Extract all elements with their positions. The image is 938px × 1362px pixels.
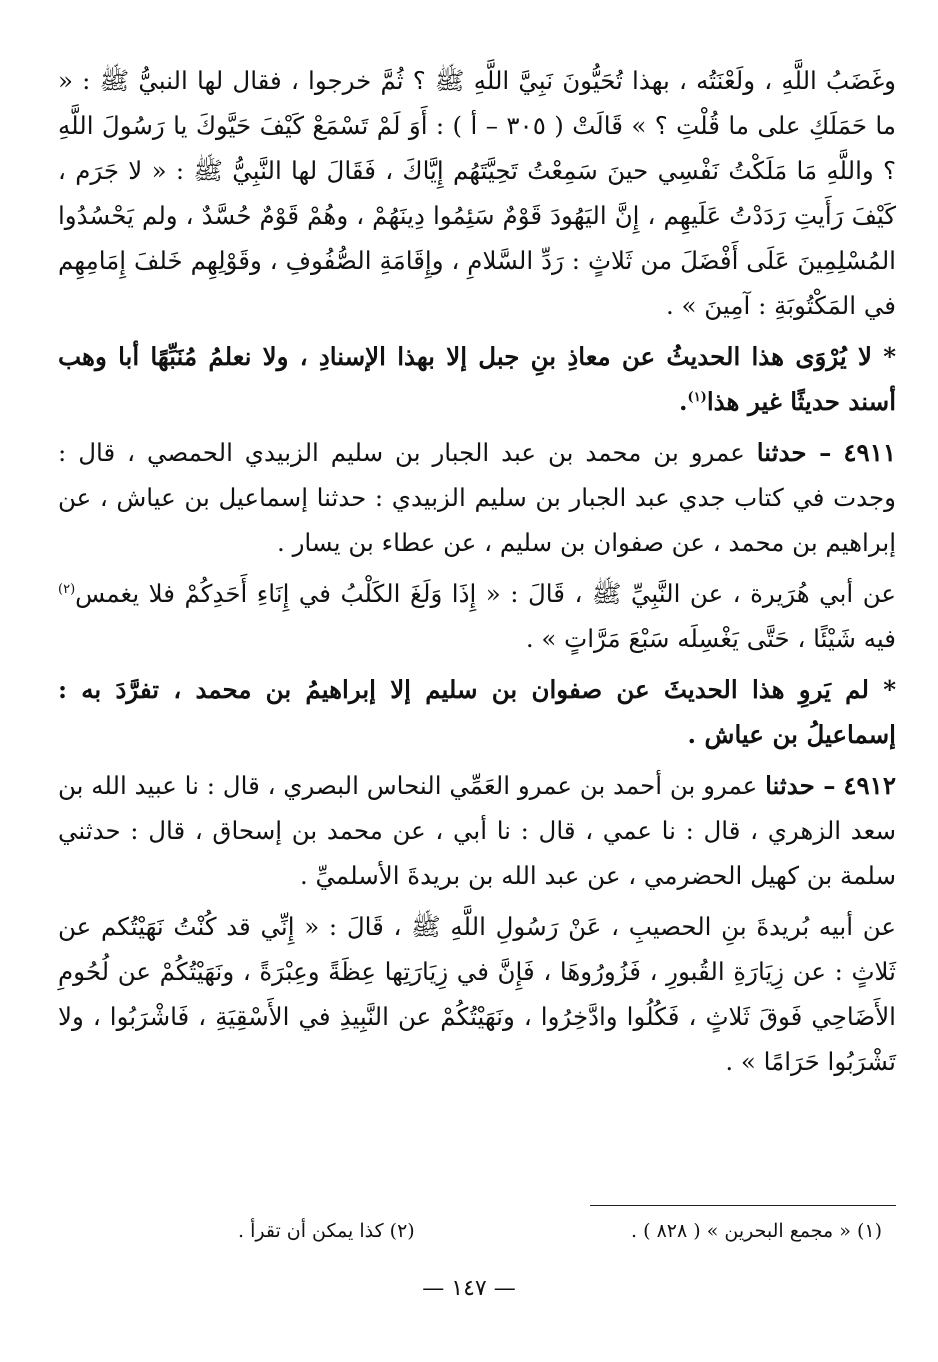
matn-text: عن أبيه بُريدةَ بنِ الحصيبِ ، عَنْ رَسُولِ اللَّهِ ﷺ ، قَالَ : « إِنِّي قد كُنْتُ نَهَيْتُكم عن ثَلاثٍ : عن زِيَارَةِ القُبورِ ، فَزُورُوهَا ، فَإِنَّ في زِيَارَتِها عِظَةً وعِبْرَةً ، ونَهَيْتُكُمْ عن لُحُومِ الأَضَاحِي فَوقَ ثَلاثٍ ، فَكُلُوا وادَّخِرُوا ، ونَهَيْتُكُمْ عن النَّبِيذِ في الأَسْقِيَةِ ، فَاشْرَبُوا ، ولا تَشْرَبُوا حَرَامًا » . (58, 912, 896, 1076)
matn-text-start: عن أبي هُرَيرة ، عن النَّبِيِّ ﷺ ، قَالَ : « إِذَا وَلَغَ الكَلْبُ في إِنَاءِ أَحَدِكُمْ فلا يغمس (75, 579, 896, 608)
hadith-lead: – حدثنا (765, 771, 836, 800)
isnad-text: عمرو بن أحمد بن عمرو العَمِّي النحاس البصري ، قال : نا عبيد الله بن سعد الزهري ، قال : نا عمي ، قال : نا أبي ، عن محمد بن إسحاق ، قال : حدثني سلمة بن كهيل الحضرمي ، عن عبد الله بن بريدةَ الأسلميِّ . (58, 771, 896, 890)
paragraph-hadith-4912 (58, 763, 896, 898)
star-marker: * (883, 342, 896, 371)
paragraph-hadith-4911 (58, 430, 896, 565)
footnote-ref: (٢) (58, 581, 76, 597)
footnote-ref: (١) (687, 389, 707, 405)
page-body (58, 58, 896, 1084)
footnote-1: (١) « مجمع البحرين » ( ٨٢٨ ) . (631, 1220, 882, 1242)
paragraph-commentary (58, 334, 896, 424)
star-marker: * (883, 675, 896, 704)
paragraph-matn (58, 904, 896, 1084)
matn-text-end: فيه شَيْئًا ، حَتَّى يَغْسِلَه سَبْعَ مَرَّاتٍ » . (525, 624, 896, 653)
hadith-number: ٤٩١٢ (843, 771, 896, 800)
paragraph-commentary (58, 667, 896, 757)
footnote-2: (٢) كذا يمكن أن تقرأ . (238, 1220, 415, 1242)
commentary-text: لا يُرْوَى هذا الحديثُ عن معاذِ بنِ جبل إلا بهذا الإسنادِ ، ولا نعلمُ مُنَبِّهًا أبا وهب أسند حديثًا غير هذا (58, 342, 896, 416)
paragraph-matn (58, 571, 896, 661)
hadith-lead: – حدثنا (756, 438, 832, 467)
commentary-text: لم يَروِ هذا الحديثَ عن صفوان بن سليم إلا إبراهيمُ بن محمد ، تفرَّدَ به : إسماعيلُ بن عياش . (58, 675, 896, 749)
hadith-number: ٤٩١١ (843, 438, 897, 467)
paragraph-hadith-text (58, 58, 896, 328)
footnote-divider (590, 1205, 896, 1206)
footnotes (58, 1214, 888, 1248)
page-number: — ١٤٧ — (422, 1276, 516, 1301)
isnad-text: عمرو بن محمد بن عبد الجبار بن سليم الزبيدي الحمصي ، قال : وجدت في كتاب جدي عبد الجبار بن سليم الزبيدي : حدثنا إسماعيل بن عياش ، عن إبراهيم بن محمد ، عن صفوان بن سليم ، عن عطاء بن يسار . (58, 438, 896, 557)
paragraph-text: وغَضَبُ اللَّهِ ، ولَعْنَتُه ، بهذا تُحَيُّونَ نَبِيَّ اللَّهِ ﷺ ؟ ثُمَّ خرجوا ، فقال لها النبيُّ ﷺ : « ما حَمَلَكِ على ما قُلْتِ ؟ » قَالَتْ ( ٣٠٥ – أ ) : أَوَ لَمْ تَسْمَعْ كَيْفَ حَيَّوكَ يا رَسُولَ اللَّهِ ؟ واللَّهِ مَا مَلَكْتُ نَفْسِي حينَ سَمِعْتُ تَحِيَّتَهُم إِيَّاكَ ، فَقَالَ لها النَّبِيُّ ﷺ : « لا جَرَم ، كَيْفَ رَأَيتِ رَدَدْتُ عَلَيهِم ، إِنَّ اليَهُودَ قَوْمٌ سَئِمُوا دِينَهُمْ ، وهُمْ قَوْمٌ حُسَّدٌ ، ولم يَحْسُدُوا المُسْلِمِينَ عَلَى أَفْضَلَ من ثَلاثٍ : رَدِّ السَّلامِ ، وإِقَامَةِ الصُّفُوفِ ، وقَوْلِهِم خَلفَ إِمَامِهِم في المَكْتُوبَةِ : آمِينَ » . (58, 66, 896, 320)
end-mark: . (679, 387, 688, 416)
